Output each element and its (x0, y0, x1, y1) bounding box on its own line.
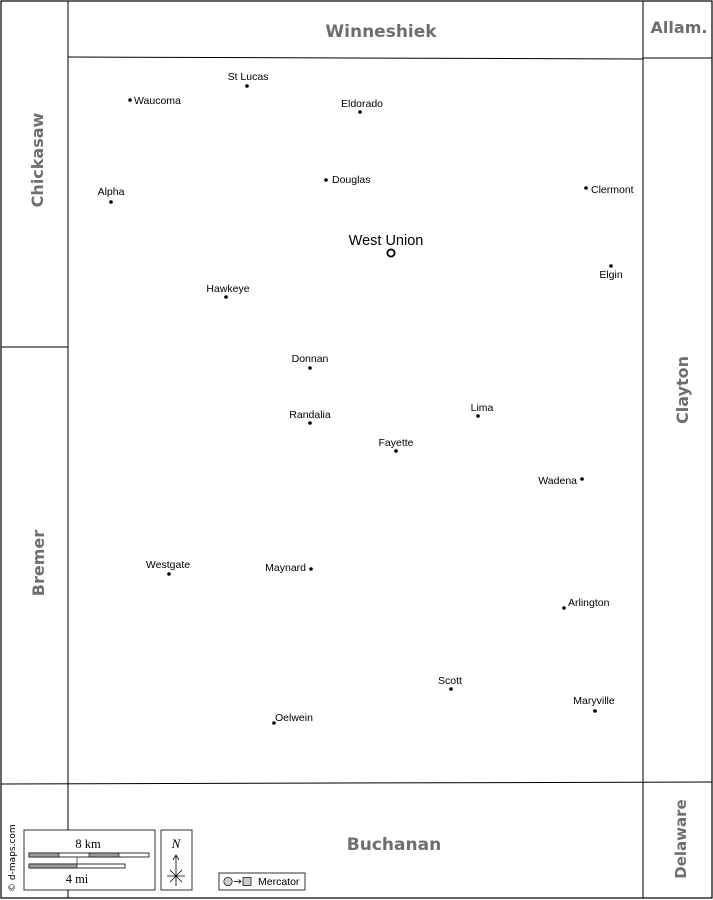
north-boundary (68, 57, 643, 59)
town-label-eldorado: Eldorado (340, 98, 384, 110)
town-dot (128, 98, 132, 102)
neighbor-southeast-label: Delaware (672, 799, 690, 879)
scale-imperial-segment (29, 864, 77, 868)
town-label-arlington: Arlington (568, 597, 610, 609)
town-labels (98, 71, 634, 724)
boundary-lines (1, 1, 712, 898)
town-dot (245, 84, 249, 88)
town-dot (609, 264, 613, 268)
town-dot (593, 709, 597, 713)
scale-metric-segment (89, 853, 119, 857)
town-dot (562, 606, 566, 610)
scale-metric-label: 8 km (75, 837, 101, 851)
town-dot (394, 449, 398, 453)
town-label-lima: Lima (470, 402, 494, 414)
town-label-westgate: Westgate (145, 559, 191, 571)
neighbor-south-label: Buchanan (346, 835, 442, 855)
town-dot (224, 295, 228, 299)
neighbor-west-lower-label: Bremer (29, 529, 48, 597)
county-seat-label: West Union (348, 233, 424, 249)
town-label-donnan: Donnan (291, 353, 329, 365)
town-dot (308, 421, 312, 425)
north-label: N (171, 836, 181, 851)
town-dot (324, 178, 328, 182)
neighbor-northeast-label: Allam. (650, 18, 708, 37)
county-seat-icon (387, 249, 394, 256)
town-dot (109, 200, 113, 204)
neighbor-west-upper-label: Chickasaw (28, 112, 47, 208)
neighbor-north-label: Winneshiek (325, 22, 437, 42)
town-dot (584, 186, 588, 190)
town-label-fayette: Fayette (378, 437, 414, 449)
town-label-alpha: Alpha (97, 186, 125, 198)
town-dot (449, 687, 453, 691)
projection-label: Mercator (258, 876, 300, 888)
town-dot (308, 366, 312, 370)
town-label-douglas: Douglas (332, 174, 371, 186)
town-dot (309, 567, 313, 571)
town-dot (358, 110, 362, 114)
south-boundary (1, 782, 712, 784)
town-dot (580, 477, 584, 481)
scale-bar (24, 830, 155, 890)
town-label-wadena: Wadena (538, 475, 577, 487)
town-label-elgin: Elgin (599, 269, 623, 281)
town-label-clermont: Clermont (591, 184, 634, 196)
town-label-st-lucas: St Lucas (227, 71, 269, 83)
town-label-maryville: Maryville (573, 695, 615, 707)
scale-imperial-label: 4 mi (65, 872, 89, 886)
credit-label: © d-maps.com (8, 824, 18, 892)
town-label-scott: Scott (438, 675, 462, 687)
town-label-randalia: Randalia (289, 409, 331, 421)
scale-metric-segment (29, 853, 59, 857)
north-arrow (161, 830, 192, 890)
town-label-hawkeye: Hawkeye (206, 283, 250, 295)
town-dot (167, 572, 171, 576)
town-dot (476, 414, 480, 418)
map-frame (1, 1, 712, 898)
neighbor-east-label: Clayton (673, 356, 692, 424)
town-label-oelwein: Oelwein (275, 712, 313, 724)
projection-box (219, 873, 305, 890)
town-label-waucoma: Waucoma (134, 95, 181, 107)
town-label-maynard: Maynard (265, 562, 306, 574)
